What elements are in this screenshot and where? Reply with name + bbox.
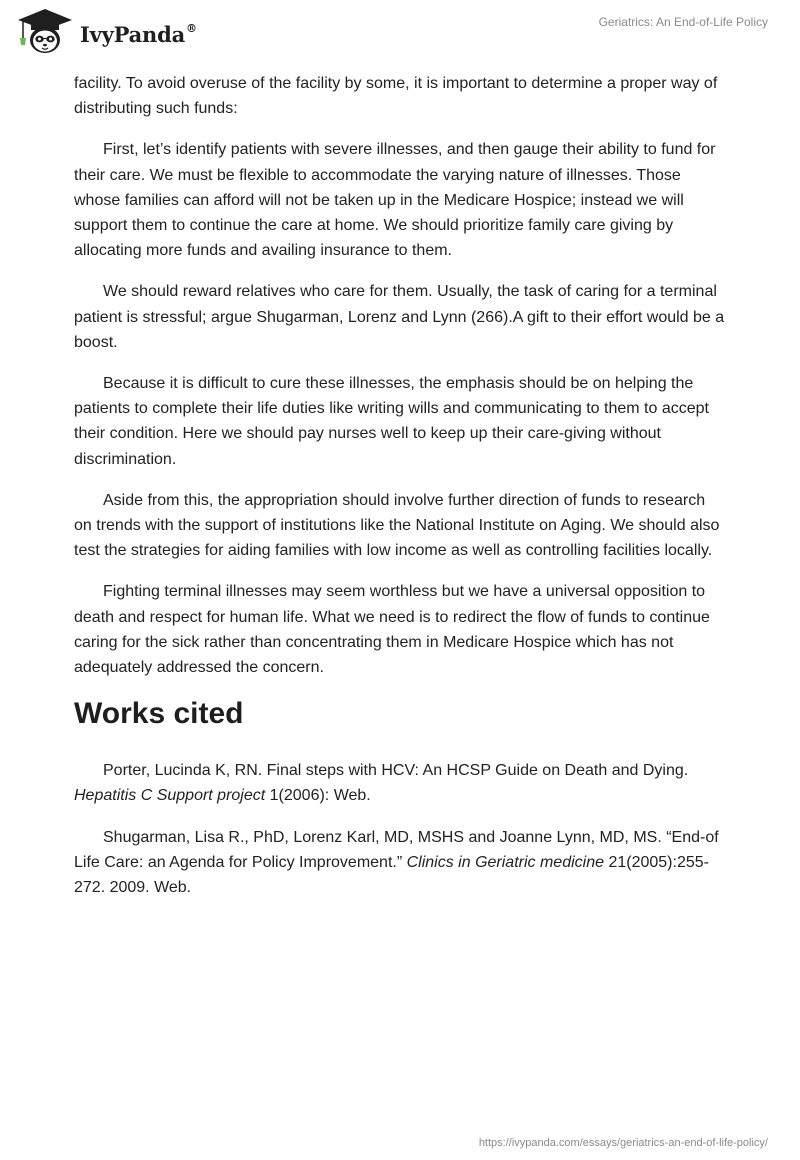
panda-graduation-cap-icon xyxy=(16,8,74,56)
citation-entry xyxy=(74,758,726,808)
citation-entry xyxy=(74,825,726,901)
citation-source-title: Clinics in Geriatric medicine xyxy=(406,853,604,871)
body-paragraph: Because it is difficult to cure these illnesses, the emphasis should be on helping the patients to complete their life duties like writing wills and communicating to them to accept their condition. Here we should pay nurses well to keep up their care-giving without discrimination. xyxy=(74,375,709,468)
page-header xyxy=(0,0,800,64)
citation-text: Shugarman, Lisa R., PhD, Lorenz Karl, MD, MSHS and Joanne Lynn, MD, MS. “End-of Life Care: an Agenda for Policy Improvement.” xyxy=(74,828,719,871)
body-paragraph: Aside from this, the appropriation should involve further direction of funds to research on trends with the support of institutions like the National Institute on Aging. We should also test the strategies for aiding families with low income as well as controlling facilities locally. xyxy=(74,491,720,560)
citation-source-title: Hepatitis C Support project xyxy=(74,787,266,805)
body-paragraph: We should reward relatives who care for them. Usually, the task of caring for a terminal patient is stressful; argue Shugarman, Lorenz and Lynn (266).A gift to their effort would be a boost. xyxy=(74,283,725,351)
body-paragraph: Fighting terminal illnesses may seem worthless but we have a universal opposition to death and respect for human life. What we need is to redirect the flow of funds to continue caring for the sick rather than concentrating them in Medicare Hospice which has not adequately addressed the concern. xyxy=(74,583,710,677)
source-url[interactable]: https://ivypanda.com/essays/geriatrics-an-end-of-life-policy/ xyxy=(478,1137,768,1149)
ivypanda-logo[interactable] xyxy=(16,8,197,56)
registered-mark: ® xyxy=(186,21,197,35)
document-title: Geriatrics: An End-of-Life Policy xyxy=(598,15,768,29)
citation-text: Porter, Lucinda K, RN. Final steps with HCV: An HCSP Guide on Death and Dying. xyxy=(103,762,689,780)
citation-text: 21(2005):255-272. 2009. Web. xyxy=(74,853,709,897)
citation-text: 1(2006): Web. xyxy=(265,787,371,805)
body-paragraph: First, let’s identify patients with severe illnesses, and then gauge their ability to fund for their care. We must be flexible to accommodate the varying nature of illnesses. Those whose families can afford will not be taken up in the Medicare Hospice; instead we will support them to continue the care at home. We should prioritize family care giving by allocating more funds and availing insurance to them. xyxy=(74,141,716,260)
essay-content xyxy=(74,71,726,916)
brand-name: IvyPanda® xyxy=(80,21,197,47)
body-paragraph: facility. To avoid overuse of the facility by some, it is important to determine a proper way of distributing such funds: xyxy=(74,75,718,118)
works-cited-heading: Works cited xyxy=(74,697,244,731)
